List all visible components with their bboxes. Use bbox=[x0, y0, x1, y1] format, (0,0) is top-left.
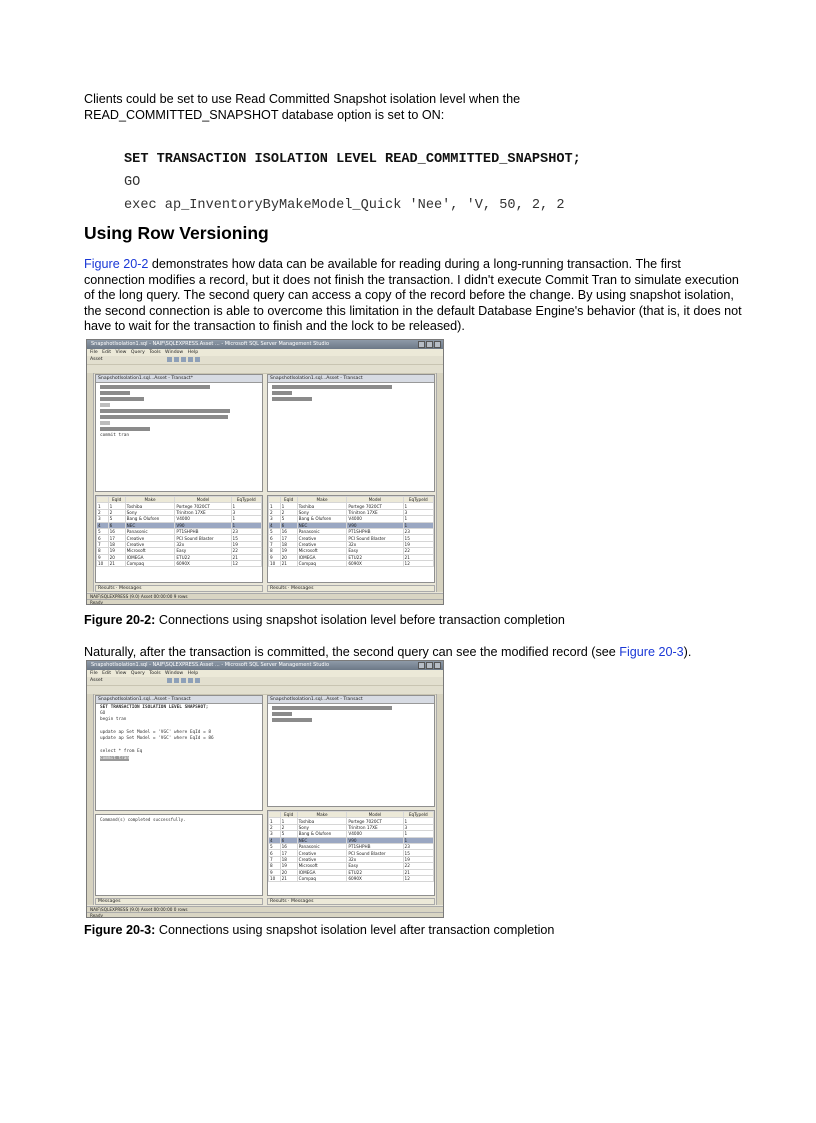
grid-cell[interactable]: 1 bbox=[280, 818, 297, 824]
figure-20-3-intro-text: Naturally, after the transaction is committed, the second query can see the modified record (see bbox=[84, 645, 620, 659]
grid-cell[interactable]: 5 bbox=[280, 831, 297, 837]
figure-20-3-link[interactable]: Figure 20-3 bbox=[619, 645, 684, 659]
grid-cell[interactable]: 8 bbox=[269, 548, 281, 554]
grid-cell[interactable]: 22 bbox=[403, 863, 433, 869]
minimize-icon[interactable] bbox=[418, 341, 425, 348]
grid-cell[interactable]: 1 bbox=[231, 503, 261, 509]
grid-column-header[interactable]: Model bbox=[347, 497, 403, 503]
right-results-tabs[interactable]: Results · Messages bbox=[267, 898, 435, 905]
grid-cell[interactable]: 18 bbox=[280, 856, 297, 862]
status-text: NAIF\SQLEXPRESS (9.0) Asset 00:00:00 0 rows bbox=[90, 907, 188, 912]
grid-cell[interactable]: 3 bbox=[269, 516, 281, 522]
grid-cell[interactable]: 21 bbox=[280, 875, 297, 881]
minimize-icon[interactable] bbox=[418, 662, 425, 669]
figure-20-2-link[interactable]: Figure 20-2 bbox=[84, 257, 149, 271]
grid-cell[interactable]: Trinitron 17XE bbox=[175, 509, 231, 515]
grid-cell[interactable]: PT1SHPHB bbox=[175, 528, 231, 534]
ready-text: Ready bbox=[90, 913, 103, 918]
grid-cell[interactable]: IOMEGA bbox=[125, 554, 175, 560]
toolbar bbox=[87, 677, 443, 686]
grid-cell[interactable]: 1 bbox=[403, 831, 433, 837]
grid-column-header[interactable]: EqId bbox=[108, 497, 125, 503]
grid-cell[interactable]: 19 bbox=[280, 863, 297, 869]
left-query-pane[interactable] bbox=[95, 374, 263, 492]
grid-cell[interactable]: 6090X bbox=[347, 875, 403, 881]
grid-cell[interactable]: NEC bbox=[297, 522, 347, 528]
ready-bar bbox=[87, 912, 443, 918]
grid-cell[interactable]: 18 bbox=[280, 541, 297, 547]
grid-cell[interactable]: 4 bbox=[97, 522, 109, 528]
grid-cell[interactable]: Sony bbox=[297, 824, 347, 830]
grid-cell[interactable]: 22 bbox=[403, 548, 433, 554]
grid-cell[interactable]: ETU22 bbox=[347, 554, 403, 560]
right-dock-bar[interactable] bbox=[436, 373, 443, 592]
grid-cell[interactable]: V4000 bbox=[175, 516, 231, 522]
grid-cell[interactable]: 6 bbox=[97, 535, 109, 541]
right-results-grid[interactable] bbox=[267, 810, 435, 896]
grid-cell[interactable]: 3 bbox=[403, 824, 433, 830]
grid-cell[interactable]: V4000 bbox=[347, 831, 403, 837]
grid-cell[interactable]: 5 bbox=[97, 528, 109, 534]
grid-cell[interactable]: 22 bbox=[231, 548, 261, 554]
grid-column-header[interactable]: EqTypeId bbox=[403, 497, 433, 503]
window-title: SnapshotIsolation1.sql - NAIF\SQLEXPRESS.Asset ... - Microsoft SQL Server Management Studio bbox=[91, 662, 329, 668]
stop-icon[interactable] bbox=[181, 357, 186, 362]
grid-cell[interactable]: 7 bbox=[269, 856, 281, 862]
grid-cell[interactable]: 6 bbox=[108, 522, 125, 528]
grid-cell[interactable]: 32x bbox=[347, 541, 403, 547]
grid-cell[interactable]: ETU22 bbox=[347, 869, 403, 875]
grid-cell[interactable]: 19 bbox=[231, 541, 261, 547]
grid-cell[interactable]: IOMEGA bbox=[297, 869, 347, 875]
grid-cell[interactable]: Trinitron 17XE bbox=[347, 824, 403, 830]
grid-cell[interactable]: 4 bbox=[269, 837, 281, 843]
grid-cell[interactable]: 15 bbox=[231, 535, 261, 541]
toolbar bbox=[87, 356, 443, 365]
table-row[interactable] bbox=[269, 875, 434, 881]
grid-cell[interactable]: 15 bbox=[403, 850, 433, 856]
grid-cell[interactable]: Portege 7020CT bbox=[347, 503, 403, 509]
grid-cell[interactable]: 6 bbox=[269, 850, 281, 856]
grid-column-header[interactable]: Make bbox=[125, 497, 175, 503]
grid-cell[interactable]: 21 bbox=[280, 560, 297, 566]
grid-cell[interactable]: 6 bbox=[269, 535, 281, 541]
grid-cell[interactable]: 12 bbox=[403, 560, 433, 566]
grid-cell[interactable]: 20 bbox=[108, 554, 125, 560]
grid-cell[interactable]: Toshiba bbox=[297, 818, 347, 824]
grid-cell[interactable]: 3 bbox=[269, 831, 281, 837]
grid-column-header[interactable]: Model bbox=[175, 497, 231, 503]
grid-cell[interactable]: 19 bbox=[403, 856, 433, 862]
results-text-icon[interactable] bbox=[195, 678, 200, 683]
figure-20-2-caption-text: Connections using snapshot isolation level before transaction completion bbox=[155, 613, 565, 627]
grid-cell[interactable]: 12 bbox=[231, 560, 261, 566]
grid-cell[interactable]: 16 bbox=[108, 528, 125, 534]
code-line-go: GO bbox=[124, 175, 141, 190]
right-results-grid[interactable] bbox=[267, 495, 435, 583]
results-grid-icon[interactable] bbox=[188, 678, 193, 683]
intro-paragraph: Clients could be set to use Read Committed Snapshot isolation level when the READ_COMMITTED_SNAPSHOT database option is set to ON: bbox=[84, 92, 521, 122]
figure-20-3-caption-text: Connections using snapshot isolation level after transaction completion bbox=[155, 923, 555, 937]
grid-cell[interactable]: 5 bbox=[280, 516, 297, 522]
ready-bar bbox=[87, 599, 443, 605]
grid-cell[interactable]: 6090X bbox=[347, 560, 403, 566]
grid-cell[interactable]: 3 bbox=[403, 509, 433, 515]
figure-20-3-screenshot bbox=[86, 660, 444, 918]
grid-cell[interactable]: 18 bbox=[108, 541, 125, 547]
grid-cell[interactable]: 1 bbox=[108, 503, 125, 509]
sql-line-4: update ap Set Model = 'VGC' where EqId = 8 bbox=[100, 730, 212, 735]
grid-cell[interactable]: Easy bbox=[175, 548, 231, 554]
parse-icon[interactable] bbox=[174, 678, 179, 683]
grid-cell[interactable]: Microsoft bbox=[297, 863, 347, 869]
grid-cell[interactable]: 1 bbox=[231, 516, 261, 522]
ready-text: Ready bbox=[90, 600, 103, 605]
menu-bar[interactable]: File Edit View Query Tools Window Help bbox=[87, 670, 443, 677]
grid-cell[interactable]: 20 bbox=[280, 869, 297, 875]
grid-cell[interactable]: 1 bbox=[403, 522, 433, 528]
left-results-grid[interactable] bbox=[95, 495, 263, 583]
grid-cell[interactable]: PT1SHPHB bbox=[347, 843, 403, 849]
messages-tab[interactable]: Messages bbox=[290, 586, 314, 591]
grid-cell[interactable]: Toshiba bbox=[125, 503, 175, 509]
toolbar-2 bbox=[87, 365, 443, 374]
sql-line-6: select * from Eq bbox=[100, 749, 143, 754]
figure-20-3-intro bbox=[84, 645, 784, 661]
body-paragraph bbox=[84, 257, 744, 335]
grid-cell[interactable]: 1 bbox=[231, 522, 261, 528]
grid-cell[interactable]: Creative bbox=[297, 535, 347, 541]
right-results-tabs[interactable]: Results · Messages bbox=[267, 585, 435, 592]
grid-cell[interactable]: Creative bbox=[297, 541, 347, 547]
grid-cell[interactable]: 6 bbox=[280, 522, 297, 528]
window-titlebar bbox=[87, 340, 443, 349]
grid-cell[interactable]: Bang & Olufsen bbox=[125, 516, 175, 522]
grid-cell[interactable]: PT1SHPHB bbox=[347, 528, 403, 534]
table-row[interactable] bbox=[269, 560, 434, 566]
grid-cell[interactable]: 2 bbox=[269, 824, 281, 830]
grid-cell[interactable]: 8 bbox=[269, 863, 281, 869]
status-text: NAIF\SQLEXPRESS (9.0) Asset 00:00:00 9 rows bbox=[90, 594, 188, 599]
grid-cell[interactable]: Microsoft bbox=[125, 548, 175, 554]
grid-cell[interactable]: 2 bbox=[97, 509, 109, 515]
grid-cell[interactable]: 1 bbox=[403, 818, 433, 824]
grid-cell[interactable]: 16 bbox=[280, 528, 297, 534]
close-icon[interactable] bbox=[434, 662, 441, 669]
grid-column-header[interactable]: Model bbox=[347, 812, 403, 818]
grid-cell[interactable]: 32x bbox=[347, 856, 403, 862]
grid-cell[interactable]: 21 bbox=[403, 554, 433, 560]
grid-column-header[interactable]: Make bbox=[297, 497, 347, 503]
grid-column-header[interactable]: EqTypeId bbox=[403, 812, 433, 818]
grid-cell[interactable]: Creative bbox=[297, 850, 347, 856]
left-results-tabs[interactable]: Results · Messages bbox=[95, 585, 263, 592]
figure-20-3-caption bbox=[84, 923, 554, 937]
grid-cell[interactable]: 1 bbox=[269, 818, 281, 824]
grid-cell[interactable]: 5 bbox=[108, 516, 125, 522]
right-query-pane[interactable] bbox=[267, 374, 435, 492]
grid-cell[interactable]: Portege 7020CT bbox=[347, 818, 403, 824]
grid-cell[interactable]: 15 bbox=[403, 535, 433, 541]
grid-cell[interactable]: 16 bbox=[280, 843, 297, 849]
sql-line-5: update ap Set Model = 'VGC' where EqId = 86 bbox=[100, 736, 214, 741]
code-line-set-isolation: SET TRANSACTION ISOLATION LEVEL READ_COMMITTED_SNAPSHOT; bbox=[124, 152, 581, 167]
messages-tab[interactable]: Messages bbox=[290, 899, 314, 904]
grid-cell[interactable]: 9 bbox=[269, 869, 281, 875]
grid-cell[interactable]: 9 bbox=[269, 554, 281, 560]
grid-cell[interactable]: 10 bbox=[269, 560, 281, 566]
grid-cell[interactable]: 10 bbox=[269, 875, 281, 881]
code-line-exec: exec ap_InventoryByMakeModel_Quick 'Nee', 'V, 50, 2, 2 bbox=[124, 198, 565, 213]
grid-cell[interactable]: Easy bbox=[347, 548, 403, 554]
grid-cell[interactable]: V90 bbox=[347, 837, 403, 843]
grid-cell[interactable]: 17 bbox=[280, 535, 297, 541]
grid-cell[interactable]: 4 bbox=[269, 522, 281, 528]
grid-cell[interactable]: 5 bbox=[269, 843, 281, 849]
grid-cell[interactable]: 3 bbox=[231, 509, 261, 515]
grid-cell[interactable]: 3 bbox=[97, 516, 109, 522]
grid-cell[interactable]: ETU22 bbox=[175, 554, 231, 560]
parse-icon[interactable] bbox=[174, 357, 179, 362]
grid-cell[interactable]: 8 bbox=[97, 548, 109, 554]
execute-icon[interactable] bbox=[167, 357, 172, 362]
grid-cell[interactable]: V4000 bbox=[347, 516, 403, 522]
toolbar-db[interactable]: Asset bbox=[90, 357, 103, 362]
grid-cell[interactable]: 1 bbox=[403, 503, 433, 509]
grid-cell[interactable]: 23 bbox=[403, 528, 433, 534]
grid-cell[interactable]: IOMEGA bbox=[297, 554, 347, 560]
grid-cell[interactable]: 19 bbox=[108, 548, 125, 554]
menu-bar[interactable]: File Edit View Query Tools Window Help bbox=[87, 349, 443, 356]
grid-cell[interactable]: PCI Sound Blaster bbox=[175, 535, 231, 541]
results-tab[interactable]: Results bbox=[98, 586, 115, 591]
grid-cell[interactable]: Trinitron 17XE bbox=[347, 509, 403, 515]
grid-cell[interactable]: 17 bbox=[280, 850, 297, 856]
grid-cell[interactable]: 1 bbox=[97, 503, 109, 509]
left-query-tab[interactable]: SnapshotIsolation1.sql...Asset - Transact* bbox=[96, 375, 262, 383]
grid-cell[interactable]: 1 bbox=[403, 837, 433, 843]
results-grid-icon[interactable] bbox=[188, 357, 193, 362]
grid-cell[interactable]: Bang & Olufsen bbox=[297, 831, 347, 837]
grid-cell[interactable]: Sony bbox=[125, 509, 175, 515]
stop-icon[interactable] bbox=[181, 678, 186, 683]
execute-icon[interactable] bbox=[167, 678, 172, 683]
grid-cell[interactable]: 17 bbox=[108, 535, 125, 541]
body-paragraph-text: demonstrates how data can be available for reading during a long-running transaction. The first connection modifies a record, but it does not finish the transaction. I didn't execute Commit Tran to simulate execution of the long query. The second query can access a copy of the record before the change. By using snapshot isolation, the second connection is able to overcome this limitation in the default Database Engine's behavior (that is, it does not have to wait for the transaction to finish and the lock to be released). bbox=[84, 257, 742, 334]
grid-cell[interactable]: V90 bbox=[175, 522, 231, 528]
toolbar-db[interactable]: Asset bbox=[90, 678, 103, 683]
right-query-pane[interactable] bbox=[267, 695, 435, 807]
figure-20-2-label: Figure 20-2: bbox=[84, 613, 156, 627]
grid-cell[interactable]: 32x bbox=[175, 541, 231, 547]
grid-cell[interactable]: Portege 7020CT bbox=[175, 503, 231, 509]
grid-cell[interactable]: 20 bbox=[280, 554, 297, 560]
grid-cell[interactable]: Panasonic bbox=[125, 528, 175, 534]
close-icon[interactable] bbox=[434, 341, 441, 348]
grid-cell[interactable]: 2 bbox=[108, 509, 125, 515]
sql-line-7: commit tran bbox=[100, 756, 130, 761]
left-dock-bar[interactable] bbox=[87, 694, 94, 905]
grid-cell[interactable]: Compaq bbox=[125, 560, 175, 566]
grid-column-header[interactable]: Make bbox=[297, 812, 347, 818]
grid-cell[interactable]: PCI Sound Blaster bbox=[347, 850, 403, 856]
grid-cell[interactable]: 1 bbox=[269, 503, 281, 509]
grid-cell[interactable]: 2 bbox=[280, 509, 297, 515]
grid-cell[interactable]: 21 bbox=[403, 869, 433, 875]
results-text-icon[interactable] bbox=[195, 357, 200, 362]
grid-column-header[interactable]: EqId bbox=[280, 497, 297, 503]
grid-cell[interactable]: V90 bbox=[347, 522, 403, 528]
grid-cell[interactable]: 1 bbox=[280, 503, 297, 509]
toolbar-2 bbox=[87, 686, 443, 695]
grid-cell[interactable]: 6 bbox=[280, 837, 297, 843]
grid-cell[interactable]: Compaq bbox=[297, 560, 347, 566]
grid-cell[interactable]: Microsoft bbox=[297, 548, 347, 554]
grid-cell[interactable]: 9 bbox=[97, 554, 109, 560]
left-messages-tab[interactable] bbox=[95, 898, 263, 905]
results-tab[interactable]: Results bbox=[270, 899, 287, 904]
window-titlebar bbox=[87, 661, 443, 670]
sql-line-1: SET TRANSACTION ISOLATION LEVEL SNAPSHOT; bbox=[100, 705, 209, 710]
grid-cell[interactable]: 23 bbox=[231, 528, 261, 534]
figure-20-2-screenshot bbox=[86, 339, 444, 605]
messages-tab[interactable]: Messages bbox=[98, 899, 121, 904]
right-query-tab[interactable]: SnapshotIsolation1.sql...Asset - Transact bbox=[268, 696, 434, 704]
grid-cell[interactable]: Sony bbox=[297, 509, 347, 515]
grid-cell[interactable]: PCI Sound Blaster bbox=[347, 535, 403, 541]
figure-20-3-label: Figure 20-3: bbox=[84, 923, 156, 937]
table-row[interactable] bbox=[97, 560, 262, 566]
messages-text: Command(s) completed successfully. bbox=[100, 817, 186, 822]
grid-cell[interactable]: NEC bbox=[125, 522, 175, 528]
grid-cell[interactable]: 1 bbox=[403, 516, 433, 522]
results-tab[interactable]: Results bbox=[270, 586, 287, 591]
grid-cell[interactable]: 21 bbox=[231, 554, 261, 560]
left-query-tab[interactable]: SnapshotIsolation1.sql...Asset - Transact bbox=[96, 696, 262, 704]
maximize-icon[interactable] bbox=[426, 341, 433, 348]
figure-20-2-caption bbox=[84, 613, 565, 627]
grid-cell[interactable]: 7 bbox=[269, 541, 281, 547]
grid-cell[interactable]: 23 bbox=[403, 843, 433, 849]
grid-cell[interactable]: Toshiba bbox=[297, 503, 347, 509]
grid-cell[interactable]: NEC bbox=[297, 837, 347, 843]
messages-pane bbox=[95, 814, 263, 896]
grid-cell[interactable]: 10 bbox=[97, 560, 109, 566]
grid-cell[interactable]: 12 bbox=[403, 875, 433, 881]
left-sql-text: commit tran bbox=[100, 433, 130, 438]
window-title: SnapshotIsolation1.sql - NAIF\SQLEXPRESS.Asset ... - Microsoft SQL Server Management Studio bbox=[91, 341, 329, 347]
messages-tab[interactable]: Messages bbox=[118, 586, 142, 591]
right-dock-bar[interactable] bbox=[436, 694, 443, 905]
grid-cell[interactable]: 21 bbox=[108, 560, 125, 566]
sql-line-2: GO bbox=[100, 711, 106, 716]
grid-cell[interactable]: 7 bbox=[97, 541, 109, 547]
grid-column-header[interactable]: EqId bbox=[280, 812, 297, 818]
grid-cell[interactable]: Easy bbox=[347, 863, 403, 869]
grid-cell[interactable]: Compaq bbox=[297, 875, 347, 881]
right-query-tab[interactable]: SnapshotIsolation1.sql...Asset - Transact bbox=[268, 375, 434, 383]
grid-cell[interactable]: 6090X bbox=[175, 560, 231, 566]
sql-line-3: begin tran bbox=[100, 717, 127, 722]
grid-cell[interactable]: Panasonic bbox=[297, 843, 347, 849]
left-query-pane[interactable] bbox=[95, 695, 263, 811]
grid-cell[interactable]: Creative bbox=[297, 856, 347, 862]
figure-20-3-intro-end: ). bbox=[683, 645, 692, 659]
grid-cell[interactable]: 2 bbox=[280, 824, 297, 830]
grid-column-header[interactable]: EqTypeId bbox=[231, 497, 261, 503]
section-heading: Using Row Versioning bbox=[84, 223, 269, 243]
grid-cell[interactable]: Creative bbox=[125, 535, 175, 541]
grid-cell[interactable]: 2 bbox=[269, 509, 281, 515]
grid-cell[interactable]: 5 bbox=[269, 528, 281, 534]
maximize-icon[interactable] bbox=[426, 662, 433, 669]
grid-cell[interactable]: Bang & Olufsen bbox=[297, 516, 347, 522]
grid-cell[interactable]: 19 bbox=[280, 548, 297, 554]
left-dock-bar[interactable] bbox=[87, 373, 94, 592]
grid-cell[interactable]: Creative bbox=[125, 541, 175, 547]
grid-cell[interactable]: 19 bbox=[403, 541, 433, 547]
grid-cell[interactable]: Panasonic bbox=[297, 528, 347, 534]
